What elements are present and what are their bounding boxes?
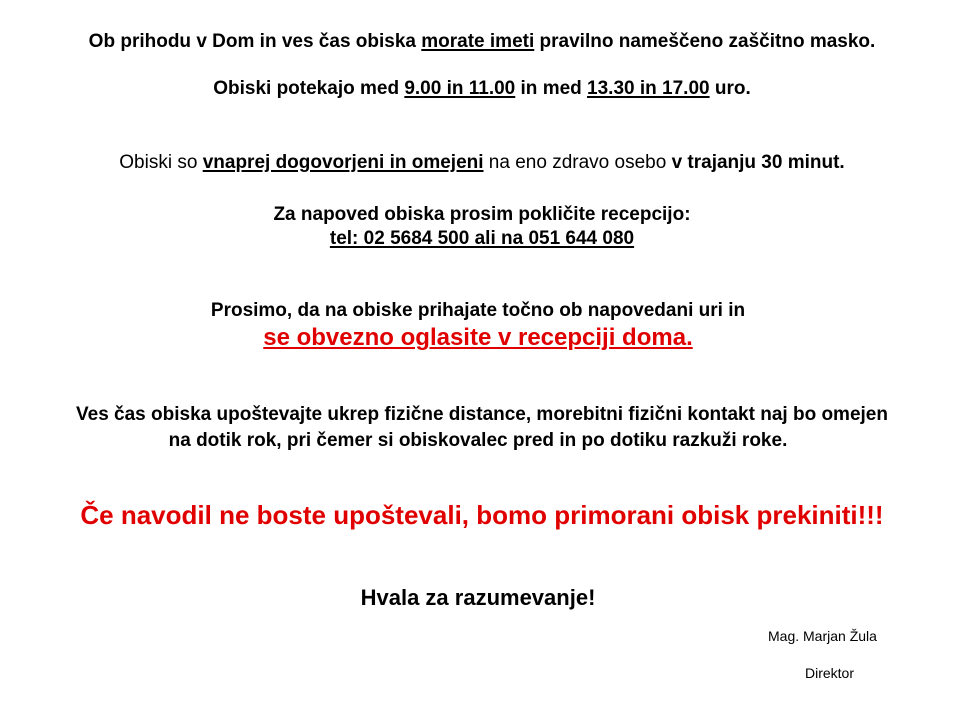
booking-instruction-line <box>0 205 964 224</box>
distance-rule-text-1: Ves čas obiska upoštevajte ukrep fizične distance, morebitni fizični kontakt naj bo omejen <box>76 404 888 425</box>
reception-checkin-line <box>0 326 960 350</box>
hours-text-end: uro. <box>709 78 751 99</box>
afternoon-hours: 13.30 in 17.00 <box>587 78 710 99</box>
distance-rule-line-1 <box>0 405 964 424</box>
mask-text-end: pravilno nameščeno zaščitno masko. <box>534 31 876 52</box>
limits-duration: v trajanju 30 minut. <box>671 152 845 173</box>
visit-limits-line <box>0 153 964 172</box>
morning-hours: 9.00 in 11.00 <box>404 78 516 99</box>
mask-text-start: Ob prihodu v Dom in ves čas obiska <box>88 31 422 52</box>
punctuality-line <box>0 301 960 320</box>
distance-rule-line-2 <box>0 431 960 450</box>
visiting-hours-line <box>0 79 964 98</box>
thank-you-line <box>0 587 960 609</box>
hours-text-start: Obiski potekajo med <box>213 78 405 99</box>
hours-text-mid: in med <box>515 78 588 99</box>
signature-name: Mag. Marjan Žula <box>768 628 877 644</box>
mask-must-have-underlined: morate imeti <box>421 31 535 52</box>
thank-you-text: Hvala za razumevanje! <box>360 585 596 610</box>
warning-text: Če navodil ne boste upoštevali, bomo primorani obisk prekiniti!!! <box>80 500 884 530</box>
mask-requirement-line <box>0 32 964 51</box>
limits-prearranged-underlined: vnaprej dogovorjeni in omejeni <box>202 152 484 173</box>
distance-rule-text-2: na dotik rok, pri čemer si obiskovalec pred in po dotiku razkuži roke. <box>168 430 788 451</box>
phone-numbers: tel: 02 5684 500 ali na 051 644 080 <box>329 228 635 249</box>
booking-instruction-text: Za napoved obiska prosim pokličite recepcijo: <box>273 204 691 225</box>
limits-text-mid: na eno zdravo osebo <box>483 152 672 173</box>
phone-numbers-line <box>0 229 964 248</box>
signature-title: Direktor <box>805 665 855 681</box>
warning-line <box>0 502 964 528</box>
limits-text-start: Obiski so <box>119 152 203 173</box>
punctuality-text: Prosimo, da na obiske prihajate točno ob napovedani uri in <box>210 300 746 321</box>
reception-checkin-text: se obvezno oglasite v recepciji doma. <box>263 324 693 351</box>
